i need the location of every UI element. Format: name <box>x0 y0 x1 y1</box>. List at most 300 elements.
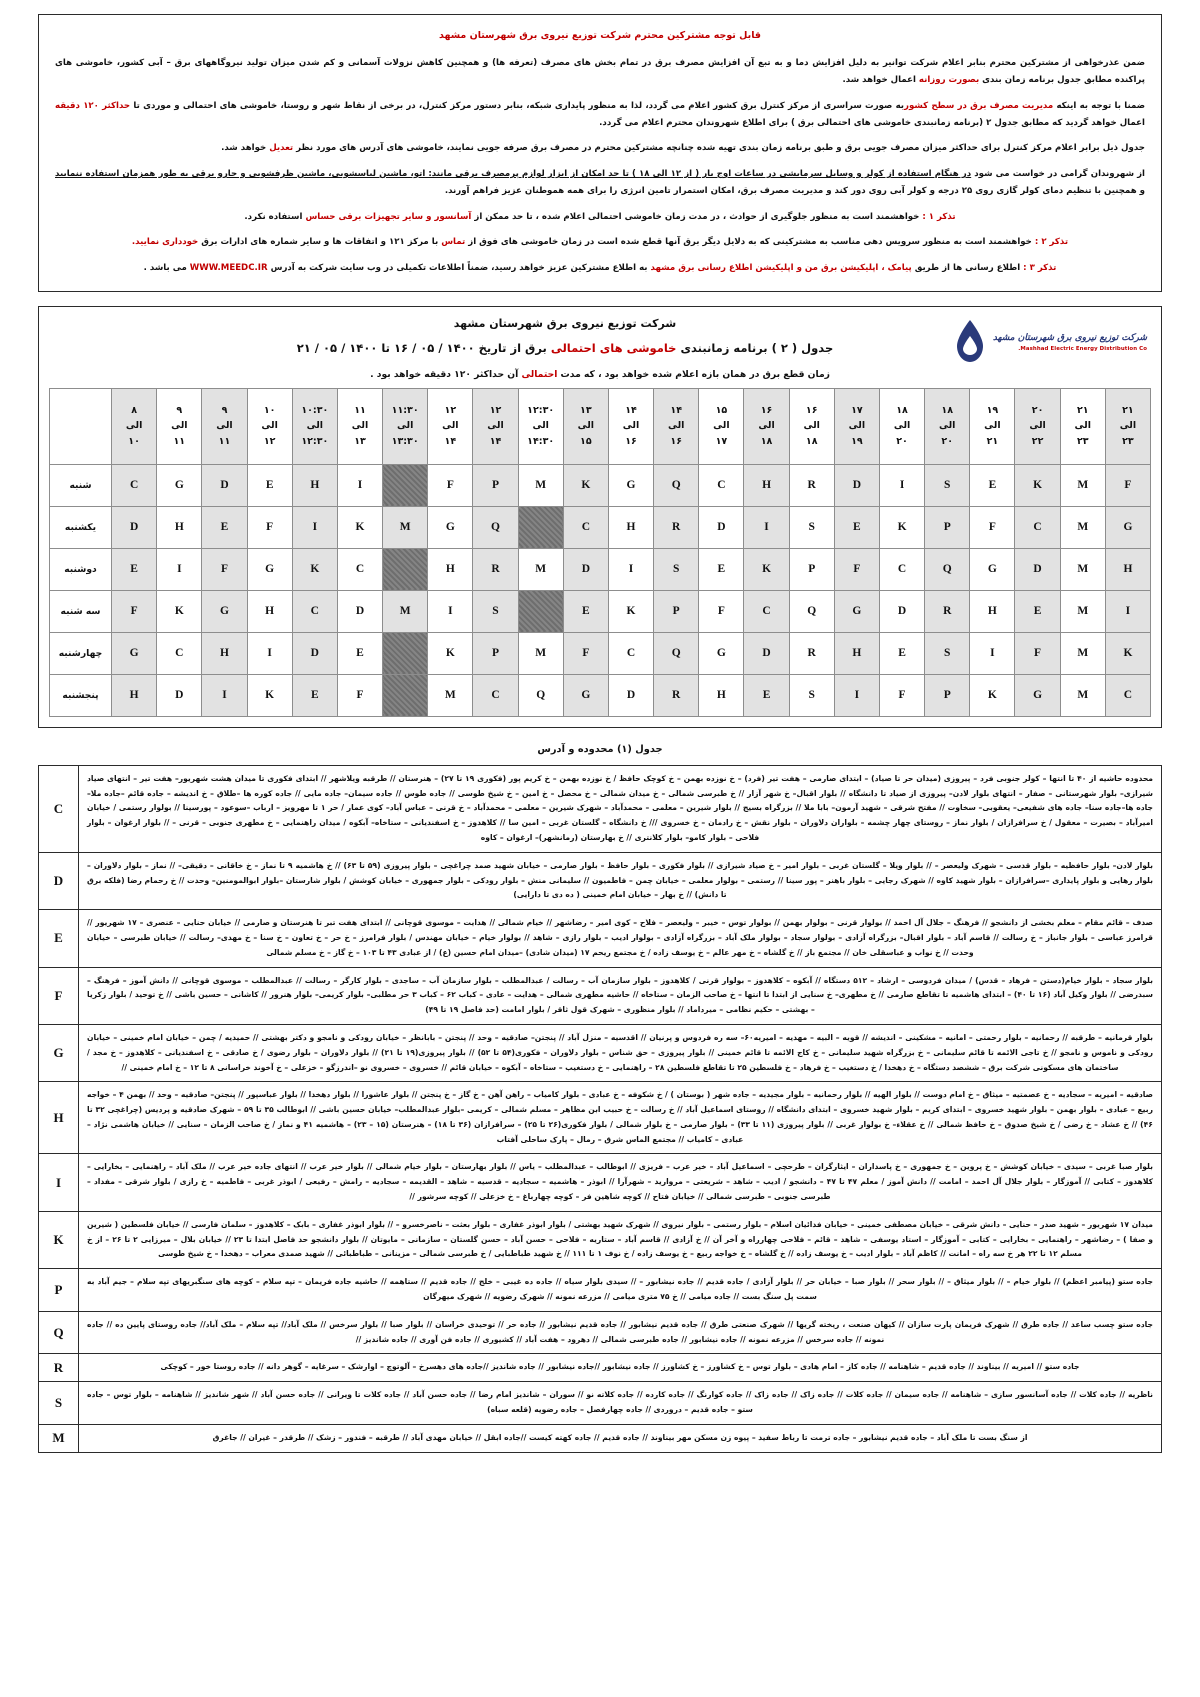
address-group-key: E <box>39 910 79 967</box>
time-separator: الی <box>939 420 956 432</box>
time-start: ۱۷ <box>851 404 863 416</box>
time-start: ۱۸ <box>941 404 954 416</box>
schedule-cell: M <box>1060 506 1105 548</box>
schedule-cell: K <box>744 548 789 590</box>
schedule-cell: C <box>337 548 382 590</box>
time-start: ۸ <box>131 404 138 416</box>
address-group-key: K <box>39 1211 79 1268</box>
schedule-subtitle <box>39 369 1161 380</box>
time-column-header <box>383 388 428 464</box>
time-separator: الی <box>984 420 1001 432</box>
time-end: ۱۸ <box>760 436 773 448</box>
schedule-table-head <box>50 388 1151 464</box>
note-2-highlight-1: تماس <box>441 237 466 248</box>
time-column-header <box>202 388 247 464</box>
schedule-cell: F <box>563 632 608 674</box>
schedule-cell: P <box>654 590 699 632</box>
time-start: ۹ <box>221 404 228 416</box>
notice-p2-text-b: به صورت سراسری از مرکز کنترل برق کشور اعلام می گردد، لذا به منظور پایداری شبکه، بنابر دستور مرکز کنترل، در برخی از نقاط شهر و روستا، خاموشی های احتمالی و موردی تا <box>130 100 905 111</box>
time-separator: الی <box>1119 420 1137 432</box>
time-start: ۱۲ <box>489 404 502 416</box>
time-column-header <box>699 388 744 464</box>
note-3-label: تذکر ۳ : <box>1023 263 1057 273</box>
time-header-row <box>50 388 1151 464</box>
notice-p4-underlined: در هنگام استفاده از کولر و وسایل سرمایشی در ساعات اوج بار ( از ۱۲ الی ۱۸ ) تا حد امکان از ابزار لوازم پرمصرف برقی مانند: اتو، ماشین لباسشویی، ماشین ظرفشویی و جارو برقی به طور همزمان استفاده ننمایید <box>55 169 972 179</box>
time-column-header <box>925 388 970 464</box>
note-3-text-c: می باشد . <box>143 263 190 273</box>
day-name: شنبه <box>50 464 112 506</box>
schedule-cell: H <box>112 674 157 716</box>
address-group-key: H <box>39 1082 79 1154</box>
time-end: ۱۰ <box>128 436 140 448</box>
note-2-highlight-2: خودداری نمایید. <box>131 237 199 248</box>
schedule-title <box>213 341 917 355</box>
schedule-cell: H <box>157 506 202 548</box>
schedule-cell: F <box>1015 632 1060 674</box>
address-row <box>39 1269 1162 1312</box>
day-name: سه شنبه <box>50 590 112 632</box>
notice-p3-text-b: خواهد شد. <box>221 143 270 154</box>
schedule-cell-blocked <box>383 674 428 716</box>
notice-note-1 <box>55 209 1145 226</box>
notice-p4-text-a: از شهروندان گرامی در خواست می شود <box>971 169 1146 179</box>
schedule-cell: K <box>428 632 473 674</box>
schedule-cell: S <box>925 464 970 506</box>
schedule-cell: E <box>112 548 157 590</box>
schedule-cell: Q <box>789 590 834 632</box>
schedule-cell: E <box>1015 590 1060 632</box>
schedule-cell: C <box>292 590 337 632</box>
time-start: ۱۲ <box>444 404 457 416</box>
time-column-header <box>879 388 924 464</box>
time-column-header <box>1015 388 1060 464</box>
day-name: دوشنبه <box>50 548 112 590</box>
schedule-cell: G <box>834 590 879 632</box>
schedule-cell: G <box>608 464 653 506</box>
notice-paragraph-3 <box>55 140 1145 157</box>
schedule-subtitle-highlight: احتمالی <box>521 368 558 380</box>
address-row <box>39 1382 1162 1425</box>
schedule-cell: C <box>1015 506 1060 548</box>
day-name: چهارشنبه <box>50 632 112 674</box>
time-column-header <box>744 388 789 464</box>
time-separator: الی <box>848 420 866 432</box>
time-end: ۱۲:۳۰ <box>301 436 329 448</box>
schedule-cell: S <box>473 590 518 632</box>
schedule-row <box>50 548 1151 590</box>
address-description: صدف – قائم مقام – معلم بخشی از دانشجو // فرهنگ – جلال آل احمد // بولوار قرنی – بولوار بهمن // بولوار توس – خیبر – وليعصر – فلاح – کوی امیر – رضاشهر // خیام شمالی // هدایت – موسوی قوچانی // ابتدای هفت تبر تا هنرستان و صارمی // خیابان حنایی – عنصری – ۱۷ شهریور // قرامرز عباسی – بلوار جانباز – خ رسالت // قاسم آباد – بلوار اقبال– بزرگراه آزادی – بولوار سجاد – بولوار ملک آباد – بزرگراه آزادی – بولوار ادیب – بلوار رازی – شاهد // بولوار خیام – خیابان مهندس / بلوار فرامرز – خ حر – خ تعاون – خ سنا – خ مهدی– رسالت // خیابان طبرسی – خیابان وحدت // خ نواب و عباسقلی خان // مجتمع باز // خ گلشاه – خ مهر عالم – خ یوسف زاده / خ مجتمع ریحم ۱۷ (میدان شادی) –میدان امام حسین (ع) / از عبادی ۴۳ تا ۱۰۳ – خ گاز – خ مسلم شمالی <box>79 910 1162 967</box>
time-start: ۱۶ <box>760 404 773 416</box>
time-end: ۱۲ <box>263 436 276 448</box>
time-end: ۲۳ <box>1076 436 1089 448</box>
time-end: ۱۴ <box>489 436 502 448</box>
schedule-cell: H <box>292 464 337 506</box>
schedule-row <box>50 590 1151 632</box>
note-3-text-b: به اطلاع مشترکین عزیز خواهد رسید، ضمناً اطلاعات تکمیلی در وب سایت شرکت به آدرس <box>267 263 651 273</box>
schedule-cell: D <box>834 464 879 506</box>
notice-p3-text-a: جدول ذیل برابر اعلام مرکز کنترل برای حداکثر میزان مصرف جویی برق و طبق برنامه زمان بندی تهیه شده چنانچه مشترکین محترم در مصرف برق صرفه جویی نمایند، خاموشی های آدرس های مورد نظر <box>293 143 1145 154</box>
time-separator: الی <box>351 420 369 432</box>
schedule-cell: G <box>428 506 473 548</box>
schedule-title-suffix: برق از تاریخ ۱۴۰۰ / ۰۵ / ۱۶ تا ۱۴۰۰ / ۰۵ / ۲۱ <box>296 340 551 355</box>
schedule-cell: F <box>699 590 744 632</box>
time-separator: الی <box>125 420 143 432</box>
schedule-cell: P <box>789 548 834 590</box>
address-description: صادقیه – امیریه – سجادیه – خ عصمتیه – میثاق – خ امام دوست // بلوار الهیه // بلوار رحمانیه – بلوار مجیدیه – جاده شهر ( بوستان ) / خ شکوفه – خ عبادی – بلوار کامیاب – راهن آهن – خ گاز – خ پنجتن // بلوار عاشورا // بلوار دهخدا // بلوار عباسپور // پنجتن– صادقیه – وحد // بهمن ۴ – خواجه ربیع – عبادی – بلوار بهمن – بلوار شهید خسروی – ابتدای کریم – بلوار شهید خسروی – ابتدای دانشگاه // روستای اسماعیل آباد // خ رسالت – خ حبیب ابن مظاهر – مسلم شمالی – کریمی –بلوار عبدالمطلب– خیابان حسین باشی // ابوطالب ۳۵ تا ۵۹ – شهرک صادقیه و پردیس (چراغچی ۳۲ تا ۴۶) // خ عشاد – خ رضی / خ شیخ صدوق – خ حافظ شمالی // خ عقلاء– خ بولوار غربی // بلوار پیروزی (۱۱ تا ۳۳) – بلوار صارمی – خ بلوار شمالی / بلوار فکوری(۲۶ تا ۲۵) – سرافرازان (۳۶ تا ۱۸) – هنرستان (۱۵ – ۲۳) – هاشمیه ۴۱ و نماز / خ صاحب الزمان – سنایی // خیابان هاشمی نژاد – عبادی – کامیاب // مجتمع الماس شرق – رمال – پارک ساحلی آفتاب <box>79 1082 1162 1154</box>
website-link[interactable]: WWW.MEEDC.IR <box>189 263 268 273</box>
address-group-key: I <box>39 1154 79 1211</box>
address-description: بلوار قرمانیه – طرقبه // رحمانیه – بلوار رحمتی – امانیه – مشکینی – اندیشه // قویه – البیه – مهدیه – امیریه۶۰– سه ره فردوس و پرنیان // اقدسیه – منزل آباد // پنجتن– صادقیه – وحد // پنجتن – بابانظر – خیابان رودکی و نامجو و دکتر بهشتی // حمیدیه / چمن – خیابان امام خمینی – خیابان رودکی و ناموس و نامجو // خ تاجی الائمه تا قائم سلیمانی – خ بزرگراه شهید سلیمانی – خ کاج الائمه تا قائم خمینی // بلوار پیروزی – حق شناس – بلوار دلاوران – فکوری(۵۴ تا ۵۲) // بلوار پیروزی(۱۹ تا ۲۱) // بلوار دلاوران – بلوار رضوی / خ صادقی – خ اسفندیانی – کلاهدوز – خ مجد / ساختمان های مسکونی شرکت برق – ششصد دستگاه – خ دهخدا / خ دستغیب – خ فرهاد – خ فلسطین ۲۵ تا تقاطع فلسطین ۲۸ – راهنمایی – خ دستغیب – ستاخاه – آبکوه – خیابان قائم // خسروی – خسروی نو –اندرزگو – خزعلی – خ آخوند خراسانی ۸ تا ۱۲ – خ امام خمینی // <box>79 1024 1162 1081</box>
schedule-table-body <box>50 464 1151 716</box>
schedule-cell: I <box>247 632 292 674</box>
time-column-header <box>789 388 834 464</box>
schedule-cell: G <box>1015 674 1060 716</box>
address-table-body <box>39 765 1162 1452</box>
schedule-cell: K <box>608 590 653 632</box>
schedule-cell: S <box>654 548 699 590</box>
public-notice-box <box>38 14 1162 292</box>
address-description: محدوده حاشیه از ۴۰ تا انتها – کولر جنوبی فرد – پیروزی (میدان حر تا صیاد) – ابتدای صارمی – هفت تیر (فرد) – خ نوزده بهمن – خ کوچک حافظ / خ نوزده بهمن – خ کریم پور (فکوری ۱۹ تا ۲۷) – هنرستان // طرقبه ویلاشهر // ابتدای فکوری تا میدان هشت شهریور– هفت تیر – انتهای صیاد شیرازی– بلوار شهرستانی – صفار – انتهای بلوار لادن– پیروزی از صیاد تا دانشگاه // بلوار اقبال– خ شهر آزار // خ طبرسی شمالی – خ میدان شمالی – خ محصل – خ امین – خ شیخ طوسی // جاده طوس // جاده سیمان– جاده مایی // جاده کوره ها –طلاق – خ اندیشه – جاده قائم –جاده ملا– جاده ها–جاده سنا– جاده های شفیعی– یعقوبی– سخاوت // مفتح شرقی – شهید آرمون– بابا ملا // بزرگراه بسیج // بلوار شیرین – معلمی – محمدآباد – شهرک شیرین – معلمی – محمدآباد – خ قرنی – عباس آباد– کوی عمار / حر ۱ تا مهرویز – ارباب –سوعود – پورسینا // بولوار رستمی / خیابان امیرآباد – بصیرت – معقول / خ سرافرازان / بلوار نماز – روستای چهار چشمه – بلواران دلاوران – بلوار نقش – خ رادمان – خ خسروی /// خ دانشگاه – گلستان غربی – امین سا // کلاهدوز – خ اسفندیانی – ستاخاه– آبکوه / میدان راهنمایی – خ مطهری جنوبی – قرنی – // بلوار ارغوان – بلوار فلاحی – بلوار کامو– بلوار کلانتری // خ بهارستان (رمانشهر)– ارغوان – کاوه <box>79 765 1162 852</box>
address-row <box>39 1311 1162 1354</box>
time-end: ۱۳:۳۰ <box>391 436 419 448</box>
schedule-title-highlight: خاموشی های احتمالی <box>550 340 677 355</box>
address-row <box>39 1354 1162 1382</box>
address-row <box>39 910 1162 967</box>
time-end: ۲۲ <box>1031 436 1044 448</box>
schedule-cell: F <box>337 674 382 716</box>
schedule-cell: C <box>879 548 924 590</box>
schedule-cell: F <box>247 506 292 548</box>
schedule-cell: P <box>473 632 518 674</box>
schedule-cell: I <box>1105 590 1150 632</box>
schedule-cell: H <box>247 590 292 632</box>
schedule-cell: D <box>563 548 608 590</box>
schedule-cell: I <box>970 632 1015 674</box>
company-name: شرکت توزیع نیروی برق شهرستان مشهد <box>453 316 677 330</box>
notice-p2-text-a: ضمنا با توجه به اینکه <box>1053 100 1146 111</box>
time-end: ۱۶ <box>625 436 637 448</box>
schedule-cell: D <box>337 590 382 632</box>
address-group-key: D <box>39 852 79 909</box>
time-separator: الی <box>442 420 459 432</box>
schedule-cell: R <box>789 464 834 506</box>
schedule-cell: C <box>473 674 518 716</box>
notice-p1-highlight: بصورت روزانه <box>918 75 980 85</box>
notice-paragraph-1 <box>55 55 1145 89</box>
schedule-cell: K <box>157 590 202 632</box>
schedule-cell: I <box>337 464 382 506</box>
note-3-highlight-1: پیامک ، اپلیکیشن برق من و اپلیکیشن اطلاع رسانی برق مشهد <box>650 263 912 273</box>
schedule-cell: D <box>157 674 202 716</box>
schedule-cell: G <box>202 590 247 632</box>
schedule-cell: H <box>834 632 879 674</box>
address-table <box>38 765 1162 1453</box>
time-end: ۲۱ <box>986 436 999 448</box>
note-2-text-b: با مرکز ۱۲۱ و اتفاقات ها و سایر شماره های ادارات برق <box>198 237 442 248</box>
time-start: ۱۹ <box>986 404 999 416</box>
time-separator: الی <box>532 420 549 432</box>
flame-drop-logo-icon <box>953 319 987 367</box>
schedule-cell: E <box>337 632 382 674</box>
schedule-cell: K <box>970 674 1015 716</box>
schedule-cell: M <box>518 464 563 506</box>
time-end: ۱۸ <box>805 436 818 448</box>
schedule-cell-blocked <box>518 590 563 632</box>
time-start: ۱۵ <box>715 404 728 416</box>
schedule-cell: I <box>202 674 247 716</box>
schedule-cell: E <box>699 548 744 590</box>
schedule-cell: I <box>879 464 924 506</box>
schedule-subtitle-b: آن حداکثر ۱۲۰ دقیقه خواهد بود . <box>370 368 522 380</box>
schedule-cell: M <box>428 674 473 716</box>
schedule-header <box>39 307 1161 369</box>
schedule-cell: E <box>563 590 608 632</box>
address-row <box>39 967 1162 1024</box>
time-start: ۱۱ <box>354 404 366 416</box>
schedule-cell: C <box>608 632 653 674</box>
schedule-cell: S <box>789 674 834 716</box>
time-column-header <box>834 388 879 464</box>
schedule-cell: I <box>744 506 789 548</box>
schedule-cell: K <box>879 506 924 548</box>
schedule-cell: H <box>1105 548 1150 590</box>
schedule-cell: R <box>925 590 970 632</box>
notice-p1-text-a: ضمن عذرخواهی از مشترکین محترم بنابر اعلام شرکت توانیر به دلیل افزایش دما و به تبع آن افزایش مصرف برق در تمام بخش های مصرف (تعرفه ها) و همچنین کاهش نزولات آسمانی و کم شدن میزان تولید نیروگاههای برق – آبی کشور، خاموشی های پراکنده مطابق جدول برنامه زمان بندی <box>55 58 1145 85</box>
time-end: ۱۱ <box>173 436 186 448</box>
schedule-cell-blocked <box>383 464 428 506</box>
schedule-cell: F <box>970 506 1015 548</box>
time-start: ۲۰ <box>1031 404 1044 416</box>
time-end: ۱۳ <box>354 436 366 448</box>
time-column-header <box>473 388 518 464</box>
schedule-cell: K <box>563 464 608 506</box>
schedule-cell: G <box>1105 506 1150 548</box>
schedule-cell: C <box>744 590 789 632</box>
time-start: ۲۱ <box>1076 404 1089 416</box>
schedule-cell: H <box>428 548 473 590</box>
schedule-cell-blocked <box>383 548 428 590</box>
address-row <box>39 1211 1162 1268</box>
schedule-cell: R <box>654 506 699 548</box>
schedule-cell: I <box>608 548 653 590</box>
address-group-key: F <box>39 967 79 1024</box>
note-1-text: خواهشمند است به منظور جلوگیری از حوادث ، در مدت زمان خاموشی احتمالی اعلام شده ، تا حد ممکن از <box>471 211 923 222</box>
note-1-tail: استفاده نکرد. <box>244 211 306 222</box>
schedule-cell: M <box>383 506 428 548</box>
schedule-cell: D <box>112 506 157 548</box>
time-start: ۱۸ <box>896 404 908 416</box>
address-description: میدان ۱۷ شهریور – شهید صدر – حنایی – دانش شرقی – خیابان مصطفی خمینی – خیابان فدائیان اسلام – بلوار رستمی – بلوار نیروی // شهرک شهید بهشتی / بلوار ابوذر غفاری – بلوار بعثت – ناصرخسرو – // بلوار ابوذر غفاری – بابک – کلاهدوز – سلمان فارسی // خیابان فلسطین ( شیرین و صفا ) – رضاشهر – راهنمایی – بخارایی – کتابی – آموزگار – استاد یوسفی – شاهد – قائم – فلاحی چهارراه و آخر آن // خ آزادی // قاسم آباد – ستاریه – فلاحی – حسن آباد – حسن گلستان – سازمانی – مایوتان // بلوار دانشجو حد فاصل ابتدا تا ۲۳ // خیابان بلال – میرزایی ۲ تا ۲۶ – از خ مسلم ۱۲ تا ۲۲ هر خ سه راه – امانت // کاظم آباد – بلوار ادیب – خ یوسف زاده // خ گلشاه – خ خواجه ربیع – خ یوسف زاده / خ نوف ۱ تا ۱۱۱ // خ شهید طباطبایی / خ طبرسی شمالی – مزینانی – طباطبائی // شهید صمدی معراب – دهخدا – خ شیخ طوسی <box>79 1211 1162 1268</box>
time-column-header <box>1060 388 1105 464</box>
schedule-subtitle-a: زمان قطع برق در همان بازه اعلام شده خواهد بود ، که مدت <box>557 368 830 380</box>
schedule-cell-blocked <box>518 506 563 548</box>
outage-schedule-table <box>49 388 1151 717</box>
schedule-row <box>50 506 1151 548</box>
time-end: ۱۴:۳۰ <box>527 436 555 448</box>
address-row <box>39 1424 1162 1452</box>
schedule-cell: K <box>1015 464 1060 506</box>
schedule-cell: D <box>744 632 789 674</box>
time-separator: الی <box>667 420 685 432</box>
schedule-cell: R <box>789 632 834 674</box>
notice-paragraph-4 <box>55 166 1145 200</box>
notice-p2-text-c: اعمال خواهد گردید که مطابق جدول ۲ (برنامه زمانبندی خاموشی های احتمالی برق ) برای اطلاع شهروندان محترم اعلام می گردد. <box>599 117 1145 128</box>
schedule-cell: I <box>428 590 473 632</box>
schedule-cell: P <box>925 674 970 716</box>
schedule-cell: C <box>112 464 157 506</box>
notice-p2-highlight-1: مدیریت مصرف برق در سطح کشور <box>904 100 1054 111</box>
address-description: بلوار سجاد – بلوار خیام(دستن – فرهاد – قدس) / میدان فردوسی – ارشاد – ۵۱۲ دستگاه // آبکوه – کلاهدوز – بولوار قرنی / کلاهدوز – بلوار سازمان آب – رسالت / عبدالمطلب – بلوار سازمان آب – ساجدی – بلوار کارگر – رسالت // عبدالمطلب – موسوی قوچانی // دانش آموز – فرهنگ – سبدرضی // بلوار وکیل آباد (۱۶ تا ۴۰) – ابتدای هاشمیه تا تقاطع صارمی // خ مطهری– خ سنایی از ابتدا تا انتها – خ صاحب الزمان – ستاخاه // حاشیه مطهری شمالی – هدایت – عادی – کباب ۶۲ – کباب ۳ حر مطلبی– بلوار کریمی– بلوار هنرور // کاشانی – حسین باشی // خ توحید / بلوار زکریا – بهشتی – حکیم نظامی – میرداماد // بلوار منظوری – شهرک قول ثاقر / بلوار امامت (حد فاصل ۱۹ تا ۴۹) <box>79 967 1162 1024</box>
time-end: ۲۰ <box>941 436 954 448</box>
schedule-cell: E <box>247 464 292 506</box>
time-separator: الی <box>216 420 233 432</box>
time-start: ۱۱:۳۰ <box>391 404 419 416</box>
schedule-cell: Q <box>654 464 699 506</box>
schedule-cell: C <box>699 464 744 506</box>
schedule-cell: G <box>970 548 1015 590</box>
schedule-cell: D <box>292 632 337 674</box>
schedule-cell: M <box>1060 548 1105 590</box>
schedule-cell: H <box>699 674 744 716</box>
time-separator: الی <box>893 420 911 432</box>
notice-title: قابل توجه مشترکین محترم شرکت توزیع نیروی برق شهرستان مشهد <box>438 30 762 41</box>
schedule-cell: I <box>157 548 202 590</box>
schedule-cell: P <box>473 464 518 506</box>
notice-p3-highlight: تعدیل <box>269 143 294 154</box>
time-end: ۱۶ <box>670 436 682 448</box>
schedule-cell-blocked <box>383 632 428 674</box>
schedule-cell: D <box>699 506 744 548</box>
address-row <box>39 1082 1162 1154</box>
schedule-cell: D <box>1015 548 1060 590</box>
address-description: جاده ستو چسب ساعد // جاده طرق // شهرک فریمان پارت سازان // کیهان صنعت ، ریخته گریها // شهرک صنعتی طرق // جاده قدیم نیشابور // جاده قدیم نیشابور // جاده حر // توحیدی خراسان // بلوار صبا // بلوار سرخس // ملک آباد// تپه سلام – ملک آباد// جاده روستای پایین ده // جاده نمونه // جاده سرخس // مزرعه نمونه // جاده نیشابور // جاده طبرسی شمالی // دهرود – هفت آباد // کشیوری // جاده فن آوری // جاده شاندیز // <box>79 1311 1162 1354</box>
schedule-cell: F <box>834 548 879 590</box>
note-2-label: تذکر ۲ : <box>1034 237 1069 248</box>
time-separator: الی <box>758 420 775 432</box>
schedule-cell: Q <box>518 674 563 716</box>
schedule-cell: R <box>654 674 699 716</box>
schedule-cell: F <box>112 590 157 632</box>
note-3-text-a: اطلاع رسانی ها از طریق <box>911 263 1024 273</box>
notice-p4-text-b: و همچنین با تنظیم دمای کولر گازی روی ۲۵ درجه و کولر آبی روی دور کند و مدیریت مصرف برق، امکان استمرار تامین انرژی را برای همه هموطنان عزیز فراهم آورند. <box>444 185 1145 196</box>
time-column-header <box>428 388 473 464</box>
schedule-cell: M <box>1060 632 1105 674</box>
address-group-key: P <box>39 1269 79 1312</box>
address-row <box>39 765 1162 852</box>
time-start: ۹ <box>176 404 183 416</box>
time-column-header <box>112 388 157 464</box>
company-logo-en: Mashhad Electric Energy Distribution Co. <box>1018 346 1147 352</box>
schedule-cell: M <box>1060 674 1105 716</box>
company-logo-text <box>993 333 1147 353</box>
address-description: از سنگ بست تا ملک آباد – جاده قدیم نیشابور – جاده ترمت تا رباط سفید – پیوه زن مسکن مهر بیناوند // جاده قدیم // جاده کهته کیست //جاده ابقل // خیابان مهدی آباد // طرقبه – فندور – زشک // طرقدر – غیران // جاغرق <box>79 1424 1162 1452</box>
time-column-header <box>157 388 202 464</box>
address-row <box>39 1154 1162 1211</box>
time-separator: الی <box>171 420 188 432</box>
schedule-cell: M <box>518 632 563 674</box>
notice-note-2 <box>55 234 1145 251</box>
schedule-cell: K <box>337 506 382 548</box>
time-end: ۱۱ <box>218 436 231 448</box>
time-separator: الی <box>487 420 504 432</box>
schedule-cell: M <box>1060 464 1105 506</box>
schedule-cell: F <box>1105 464 1150 506</box>
schedule-cell: E <box>879 632 924 674</box>
schedule-cell: C <box>157 632 202 674</box>
address-row <box>39 852 1162 909</box>
time-separator: الی <box>396 420 414 432</box>
schedule-cell: F <box>202 548 247 590</box>
schedule-cell: E <box>744 674 789 716</box>
address-description: ناظریه // جاده کلات // جاده آسانسور سازی – شاهنامه // جاده سیمان // جاده کلات // جاده زاک // جاده زاک // جاده کوارنگ // جاده کارده // جاده کلاته نو // سوران – شاندیز امام رضا // جاده حسن آباد // جاده کلات تا ویرانی // جاده حسن آباد // شهر شاندیز // شاهنامه – بلوار توس – جاده ستو – جاده قدیم – دروردی // جاده چهارفصل – جاده رضویه (قلعه سباه) <box>79 1382 1162 1425</box>
time-separator: الی <box>622 420 640 432</box>
schedule-cell: H <box>202 632 247 674</box>
schedule-cell: D <box>879 590 924 632</box>
time-column-header <box>970 388 1015 464</box>
time-end: ۲۰ <box>896 436 908 448</box>
schedule-cell: D <box>202 464 247 506</box>
day-column-header <box>50 388 112 464</box>
time-separator: الی <box>1074 420 1091 432</box>
time-column-header <box>337 388 382 464</box>
schedule-cell: F <box>428 464 473 506</box>
schedule-cell: M <box>518 548 563 590</box>
time-start: ۱۴ <box>625 404 637 416</box>
schedule-cell: H <box>608 506 653 548</box>
schedule-row <box>50 674 1151 716</box>
schedule-cell: H <box>744 464 789 506</box>
schedule-cell: G <box>699 632 744 674</box>
time-start: ۱۰:۳۰ <box>301 404 329 416</box>
schedule-cell: K <box>292 548 337 590</box>
time-separator: الی <box>261 420 278 432</box>
schedule-cell: G <box>157 464 202 506</box>
time-separator: الی <box>713 420 730 432</box>
schedule-cell: M <box>383 590 428 632</box>
time-column-header <box>654 388 699 464</box>
time-end: ۱۴ <box>444 436 457 448</box>
schedule-row <box>50 632 1151 674</box>
schedule-cell: E <box>202 506 247 548</box>
schedule-cell: R <box>473 548 518 590</box>
time-column-header <box>518 388 563 464</box>
schedule-cell: G <box>247 548 292 590</box>
note-1-highlight: آسانسور و سایر تجهیزات برقی حساس <box>305 211 472 222</box>
time-column-header <box>608 388 653 464</box>
address-description: جاده ستو // امیریه // بیناوند // جاده قدیم – شاهنامه // جاده کاز – امام هادی – بلوار توس – خ کشاورز – خ کشاورز // جاده نیشابور //جاده نیشابور // جاده شاندیز //جاده های دهسرخ – آلوتوچ – اوارشک – سرغایه – گوهر دانه // جاده روستا خور – کوچکی <box>79 1354 1162 1382</box>
time-column-header <box>563 388 608 464</box>
schedule-cell: K <box>1105 632 1150 674</box>
schedule-cell: S <box>789 506 834 548</box>
time-end: ۱۹ <box>851 436 863 448</box>
schedule-cell: Q <box>925 548 970 590</box>
schedule-cell: S <box>925 632 970 674</box>
day-name: پنجشنبه <box>50 674 112 716</box>
time-start: ۱۴ <box>670 404 682 416</box>
address-group-key: C <box>39 765 79 852</box>
schedule-cell: E <box>834 506 879 548</box>
time-column-header <box>247 388 292 464</box>
time-column-header <box>1105 388 1150 464</box>
note-1-label: تذکر ۱ : <box>922 211 956 222</box>
schedule-cell: C <box>1105 674 1150 716</box>
time-end: ۲۳ <box>1122 436 1134 448</box>
address-group-key: M <box>39 1424 79 1452</box>
day-name: یکشنبه <box>50 506 112 548</box>
address-row <box>39 1024 1162 1081</box>
schedule-titles <box>53 317 917 366</box>
notice-p2-highlight-2: حداکثر ۱۲۰ دقیقه <box>55 100 131 111</box>
